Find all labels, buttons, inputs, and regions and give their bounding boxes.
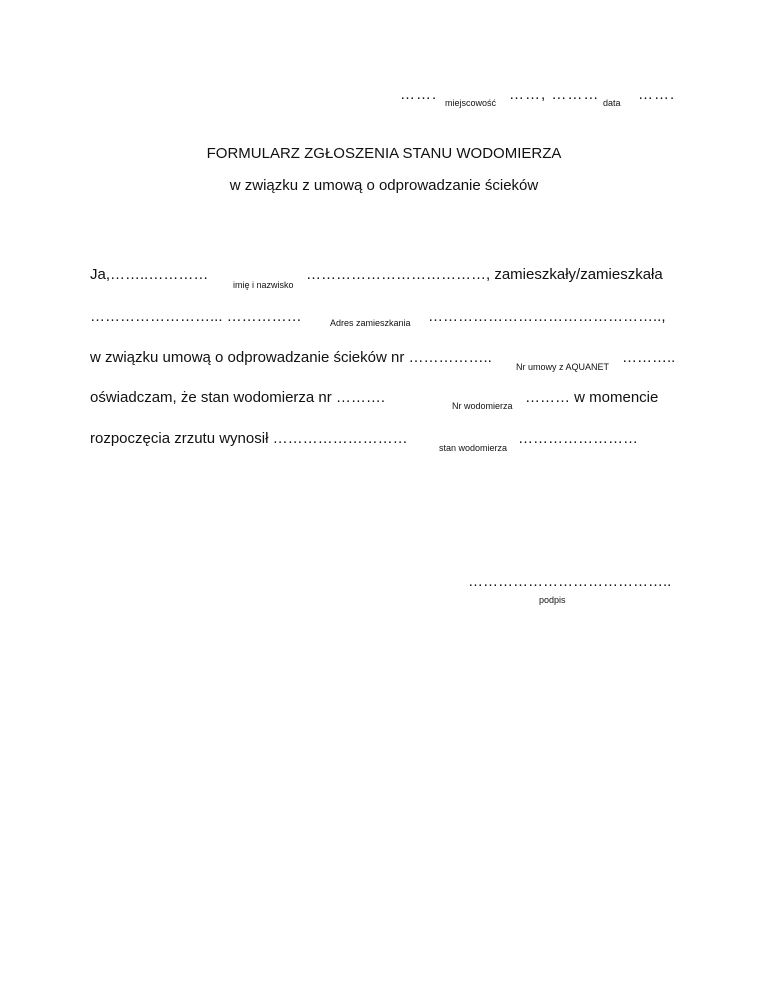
- meter-number-line: oświadczam, że stan wodomierza nr ……….: [90, 389, 386, 406]
- date-dots-a: ……, ………: [509, 86, 600, 103]
- contract-line: w związku umową o odprowadzanie ścieków nr ……………..: [90, 349, 492, 366]
- date-caption: data: [603, 98, 621, 108]
- name-prefix: Ja,……..…………: [90, 266, 209, 283]
- address-dots-a: ……………………... ……………: [90, 308, 302, 325]
- signature-caption: podpis: [539, 595, 566, 605]
- place-dots: …….: [400, 86, 438, 103]
- address-caption: Adres zamieszkania: [330, 318, 411, 328]
- meter-number-tail: ……… w momencie: [525, 389, 659, 406]
- address-dots-b: ………………………………………..,: [428, 308, 666, 325]
- name-dots-residence: ………………………………, zamieszkały/zamieszkała: [306, 266, 663, 283]
- meter-reading-caption: stan wodomierza: [439, 443, 508, 453]
- form-title: FORMULARZ ZGŁOSZENIA STANU WODOMIERZA: [206, 145, 562, 162]
- meter-reading-dots: ……………………: [518, 430, 638, 447]
- contract-dots: ………..: [622, 349, 676, 366]
- signature-dots: …………………………………..: [468, 573, 672, 590]
- name-caption: imię i nazwisko: [233, 280, 294, 290]
- contract-caption: Nr umowy z AQUANET: [516, 362, 610, 372]
- meter-reading-line: rozpoczęcia zrzutu wynosił ………………………: [90, 430, 408, 447]
- date-dots-b: …….: [638, 86, 676, 103]
- meter-number-caption: Nr wodomierza: [452, 401, 513, 411]
- place-caption: miejscowość: [445, 98, 497, 108]
- form-subtitle: w związku z umową o odprowadzanie ścieków: [229, 177, 539, 194]
